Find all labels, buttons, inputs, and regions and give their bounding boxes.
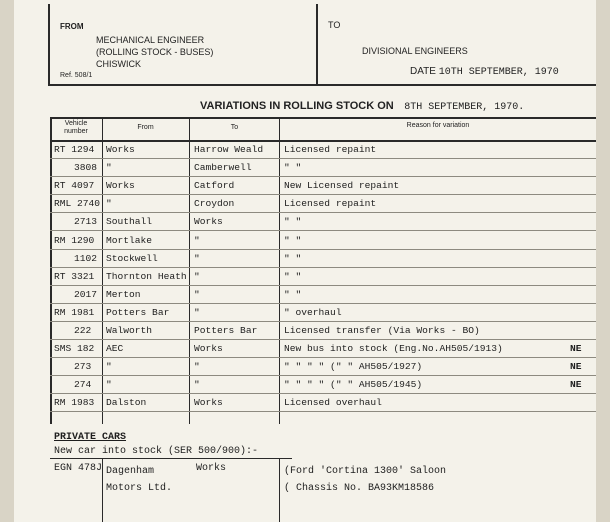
table-row	[14, 340, 596, 358]
to-cell: "	[194, 234, 200, 246]
vehicle-cell: 1102	[74, 252, 98, 264]
reference-number: Ref. 508/1	[60, 72, 93, 79]
reason-cell: New Licensed repaint	[284, 180, 400, 192]
table-row	[14, 394, 596, 412]
private-car-vehicle: EGN 478J	[54, 463, 103, 474]
from-line: MECHANICAL ENGINEER	[96, 35, 205, 45]
note-cell: NE	[570, 379, 582, 391]
private-car-from-line: Dagenham	[106, 466, 155, 477]
note-cell: NE	[570, 361, 582, 373]
private-cars-col-divider	[102, 458, 103, 522]
vehicle-cell: RM 1290	[54, 234, 95, 246]
vehicle-cell: SMS 182	[54, 343, 95, 355]
to-cell: Works	[194, 397, 223, 409]
date-value: 10TH SEPTEMBER, 1970	[438, 67, 559, 78]
title-text: VARIATIONS IN ROLLING STOCK ON	[200, 100, 394, 112]
vehicle-cell: 3808	[74, 162, 98, 174]
table-row	[14, 177, 596, 195]
private-car-from-line: Motors Ltd.	[106, 483, 173, 494]
reason-cell: Licensed repaint	[284, 144, 377, 155]
reason-cell: Licensed transfer (Via Works - BO)	[284, 325, 480, 336]
table-row	[14, 213, 596, 231]
from-cell: AEC	[106, 343, 124, 355]
to-cell: Harrow Weald	[194, 144, 264, 155]
private-cars-heading: PRIVATE CARS	[54, 432, 127, 443]
from-cell: "	[106, 379, 112, 391]
vehicle-cell: 2017	[74, 288, 98, 300]
table-row	[14, 141, 596, 159]
date-label: DATE	[410, 66, 436, 77]
from-cell: Mortlake	[106, 234, 153, 246]
from-label: FROM	[60, 22, 84, 31]
reason-cell: " "	[284, 162, 302, 174]
vehicle-cell: RT 1294	[54, 144, 95, 155]
table-row	[14, 358, 596, 376]
from-cell: "	[106, 162, 112, 174]
to-cell: "	[194, 252, 200, 264]
to-cell: "	[194, 361, 200, 373]
vehicle-cell: 274	[74, 379, 92, 391]
reason-cell: " "	[284, 252, 302, 264]
col-header-vehicle: Vehicle number	[64, 120, 88, 135]
from-cell: "	[106, 198, 112, 210]
table-row	[14, 376, 596, 394]
private-car-reason	[284, 463, 446, 497]
vehicle-cell: RM 1983	[54, 397, 95, 409]
row-divider	[50, 411, 596, 412]
from-cell: "	[106, 361, 112, 373]
vehicle-cell: 2713	[74, 216, 98, 228]
reason-cell: Licensed overhaul	[284, 397, 382, 409]
vehicle-cell: RM 1981	[54, 306, 95, 318]
from-cell: Stockwell	[106, 252, 158, 264]
col-header-from: From	[137, 124, 154, 131]
private-car-to: Works	[196, 463, 227, 474]
header-left-border	[48, 4, 50, 84]
from-cell: Southall	[106, 216, 153, 228]
table-row	[14, 304, 596, 322]
private-cars-rule	[50, 458, 292, 459]
to-cell: Catford	[194, 180, 235, 192]
table-row	[14, 250, 596, 268]
table-row	[14, 322, 596, 340]
to-cell: Camberwell	[194, 162, 252, 174]
table-row	[14, 232, 596, 250]
reason-cell: " " " " (" " AH505/1945)	[284, 379, 423, 391]
private-car-from	[106, 463, 172, 497]
title-date: 8TH SEPTEMBER, 1970.	[404, 102, 525, 113]
private-car-reason-line: ( Chassis No. BA93KM18586	[284, 483, 435, 494]
vehicle-cell: RML 2740	[54, 198, 101, 210]
reason-cell: " overhaul	[284, 306, 342, 318]
from-cell: Dalston	[106, 397, 147, 409]
page-title	[200, 96, 524, 114]
from-cell: Works	[106, 180, 135, 192]
reason-cell: " "	[284, 288, 302, 300]
from-block	[96, 34, 213, 70]
col-header-to: To	[230, 124, 239, 131]
from-cell: Potters Bar	[106, 306, 170, 318]
from-cell: Walworth	[106, 325, 153, 336]
reason-cell: " "	[284, 234, 302, 246]
date-line	[410, 66, 559, 78]
from-line: CHISWICK	[96, 59, 141, 69]
reason-cell: " " " " (" " AH505/1927)	[284, 361, 423, 373]
to-cell: "	[194, 270, 200, 282]
from-cell: Merton	[106, 288, 141, 300]
to-cell: "	[194, 288, 200, 300]
header-bottom-border	[48, 84, 596, 86]
to-cell: Works	[194, 216, 223, 228]
note-cell: NE	[570, 343, 582, 355]
col-header-reason: Reason for variation	[406, 122, 470, 129]
to-cell: Croydon	[194, 198, 235, 210]
to-label: TO	[328, 20, 341, 30]
private-car-reason-line: (Ford 'Cortina 1300' Saloon	[284, 466, 447, 477]
to-cell: Works	[194, 343, 223, 355]
from-line: (ROLLING STOCK - BUSES)	[96, 47, 214, 57]
header-divider	[316, 4, 318, 84]
reason-cell: " "	[284, 216, 302, 228]
vehicle-cell: 273	[74, 361, 92, 373]
private-cars-intro: New car into stock (SER 500/900):-	[54, 446, 259, 457]
table-row	[14, 159, 596, 177]
to-value: DIVISIONAL ENGINEERS	[362, 46, 468, 56]
reason-cell: " "	[284, 270, 302, 282]
reason-cell: Licensed repaint	[284, 198, 377, 210]
table-top-border	[50, 117, 596, 119]
reason-cell: New bus into stock (Eng.No.AH505/1913)	[284, 343, 503, 355]
private-cars-col-divider-2	[279, 458, 280, 522]
table-row	[14, 286, 596, 304]
vehicle-cell: RT 3321	[54, 270, 95, 282]
to-cell: "	[194, 379, 200, 391]
table-row	[14, 195, 596, 213]
to-cell: "	[194, 306, 200, 318]
to-cell: Potters Bar	[194, 325, 258, 336]
from-cell: Works	[106, 144, 135, 155]
vehicle-cell: RT 4097	[54, 180, 95, 192]
vehicle-cell: 222	[74, 325, 92, 336]
from-cell: Thornton Heath	[106, 270, 187, 282]
table-row	[14, 268, 596, 286]
document-page	[14, 0, 596, 522]
